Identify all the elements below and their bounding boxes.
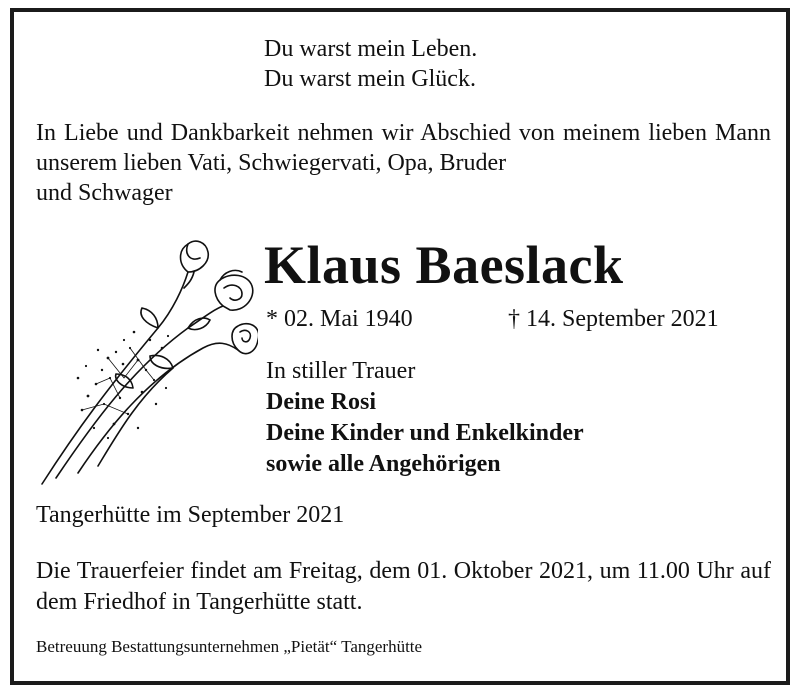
intro-text: In Liebe und Dankbarkeit nehmen wir Abschied von meinem lieben Mann unserem lieben Vati, Schwiegervati, Opa, Bruder xyxy=(36,120,771,176)
obituary-notice xyxy=(10,8,790,685)
motto-line-2: Du warst mein Glück. xyxy=(264,66,476,92)
motto-line-1: Du warst mein Leben. xyxy=(264,36,478,62)
mourner-line-2: Deine Kinder und Enkelkinder xyxy=(266,420,584,446)
birth-date: * 02. Mai 1940 xyxy=(266,306,413,332)
funeral-home-credit: Betreuung Bestattungsunternehmen „Pietät“ Tangerhütte xyxy=(36,637,423,656)
mourners-intro: In stiller Trauer xyxy=(266,358,416,384)
mourner-line-3: sowie alle Angehörigen xyxy=(266,451,501,477)
place-and-date: Tangerhütte im September 2021 xyxy=(36,502,345,528)
funeral-announcement: Die Trauerfeier findet am Freitag, dem 01. Oktober 2021, um 11.00 Uhr auf dem Friedhof in Tangerhütte statt. xyxy=(36,558,771,615)
rose-illustration-icon xyxy=(38,228,258,486)
deceased-name: Klaus Baeslack xyxy=(264,235,624,295)
death-date: † 14. September 2021 xyxy=(508,306,719,332)
motto xyxy=(264,34,477,94)
mourners-block xyxy=(266,356,584,480)
intro-text-last-line: und Schwager xyxy=(36,180,173,206)
mourner-line-1: Deine Rosi xyxy=(266,389,376,415)
